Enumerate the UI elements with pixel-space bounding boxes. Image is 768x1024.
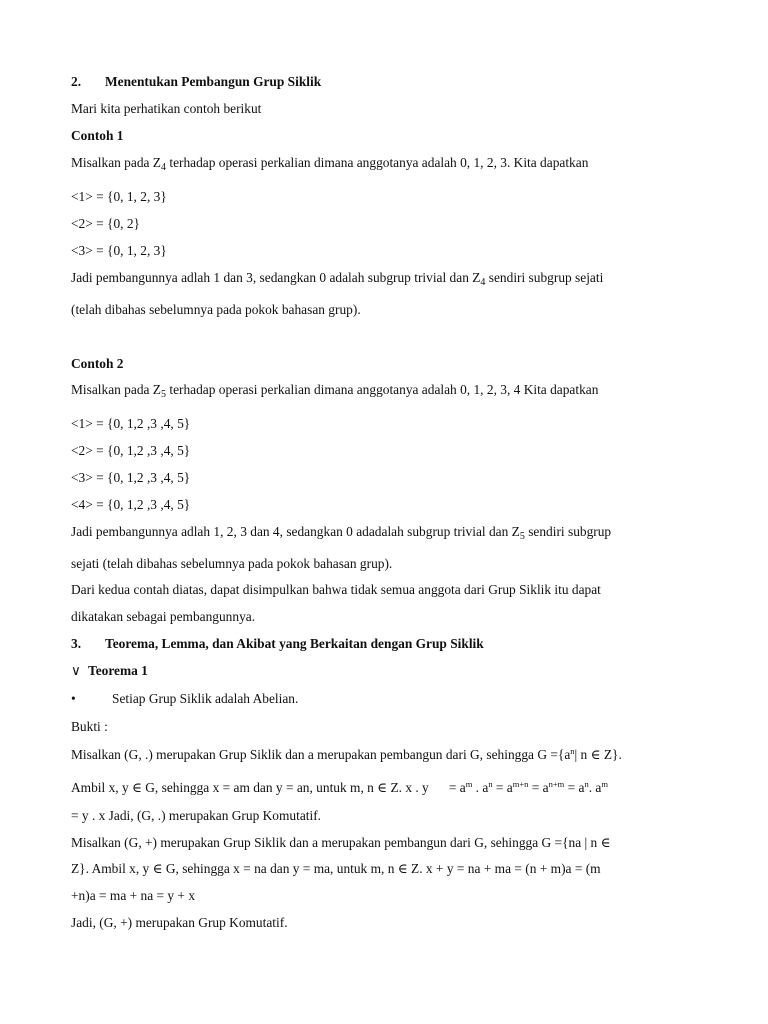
example-2-set-1: <1> = {0, 1,2 ,3 ,4, 5}	[71, 416, 191, 431]
example-2-conclusion: Jadi pembangunnya adlah 1, 2, 3 dan 4, sedangkan 0 adadalah subgrup trivial dan $Z_5$ sendiri subgrup	[71, 524, 612, 542]
example-2-set-3: <3> = {0, 1,2 ,3 ,4, 5}	[71, 470, 191, 485]
example-2-title: Contoh 2	[71, 356, 124, 371]
bullet-icon: •	[71, 691, 76, 706]
proof-line-7: Jadi, (G, +) merupakan Grup Komutatif.	[71, 915, 288, 930]
section-2-heading	[71, 74, 321, 90]
section-number: 3.	[71, 636, 82, 651]
section-3-heading	[71, 636, 484, 652]
example-1-conclusion: Jadi pembangunnya adlah 1 dan 3, sedangkan 0 adalah subgrup trivial dan $Z_4$ sendiri subgrup sejati	[71, 270, 604, 288]
example-1-title: Contoh 1	[71, 128, 124, 143]
example-1-statement: Misalkan pada $Z_4$ terhadap operasi perkalian dimana anggotanya adalah 0, 1, 2, 3. Kita dapatkan	[71, 155, 589, 173]
summary-line-2: dikatakan sebagai pembangunnya.	[71, 609, 256, 624]
check-icon: ∨	[71, 663, 81, 678]
theorem-title: Teorema 1	[88, 663, 148, 678]
proof-line-2: Ambil x, y ∈ G, sehingga x = am dan y = an, untuk m, n ∈ Z. x . y = $a^m$ . $a^n = a^{m+n} = a^{n+m} = a^n$. $a^m$	[71, 779, 608, 795]
proof-label: Bukti :	[71, 719, 108, 734]
example-2-conclusion-cont: sejati (telah dibahas sebelumnya pada pokok bahasan grup).	[71, 556, 393, 571]
theorem-1-statement: • Setiap Grup Siklik adalah Abelian.	[71, 691, 299, 706]
proof-line-4: Misalkan (G, +) merupakan Grup Siklik dan a merupakan pembangun dari G, sehingga G ={na | n ∈	[71, 835, 611, 850]
summary-line-1: Dari kedua contah diatas, dapat disimpulkan bahwa tidak semua anggota dari Grup Siklik itu dapat	[71, 582, 601, 597]
section-title: Menentukan Pembangun Grup Siklik	[105, 74, 322, 89]
example-2-set-4: <4> = {0, 1,2 ,3 ,4, 5}	[71, 497, 191, 512]
example-1-set-1: <1> = {0, 1, 2, 3}	[71, 189, 167, 204]
proof-line-5: Z}. Ambil x, y ∈ G, sehingga x = na dan y = ma, untuk m, n ∈ Z. x + y = na + ma = (n + m)a = (m	[71, 861, 601, 876]
example-1-set-2: <2> = {0, 2}	[71, 216, 140, 231]
example-1-set-3: <3> = {0, 1, 2, 3}	[71, 243, 167, 258]
intro-text: Mari kita perhatikan contoh berikut	[71, 101, 262, 116]
example-1-conclusion-cont: (telah dibahas sebelumnya pada pokok bahasan grup).	[71, 302, 361, 317]
proof-line-6: +n)a = ma + na = y + x	[71, 888, 196, 903]
proof-line-1: Misalkan (G, .) merupakan Grup Siklik dan a merupakan pembangun dari G, sehingga $G =\{a^n|$ n ∈ Z}.	[71, 746, 622, 762]
section-number: 2.	[71, 74, 82, 89]
example-2-statement: Misalkan pada $Z_5$ terhadap operasi perkalian dimana anggotanya adalah 0, 1, 2, 3, 4 Kita dapatkan	[71, 382, 599, 400]
proof-line-3: = y . x Jadi, (G, .) merupakan Grup Komutatif.	[71, 808, 322, 823]
example-2-set-2: <2> = {0, 1,2 ,3 ,4, 5}	[71, 443, 191, 458]
theorem-1-heading	[71, 663, 148, 679]
section-title: Teorema, Lemma, dan Akibat yang Berkaitan dengan Grup Siklik	[105, 636, 484, 651]
